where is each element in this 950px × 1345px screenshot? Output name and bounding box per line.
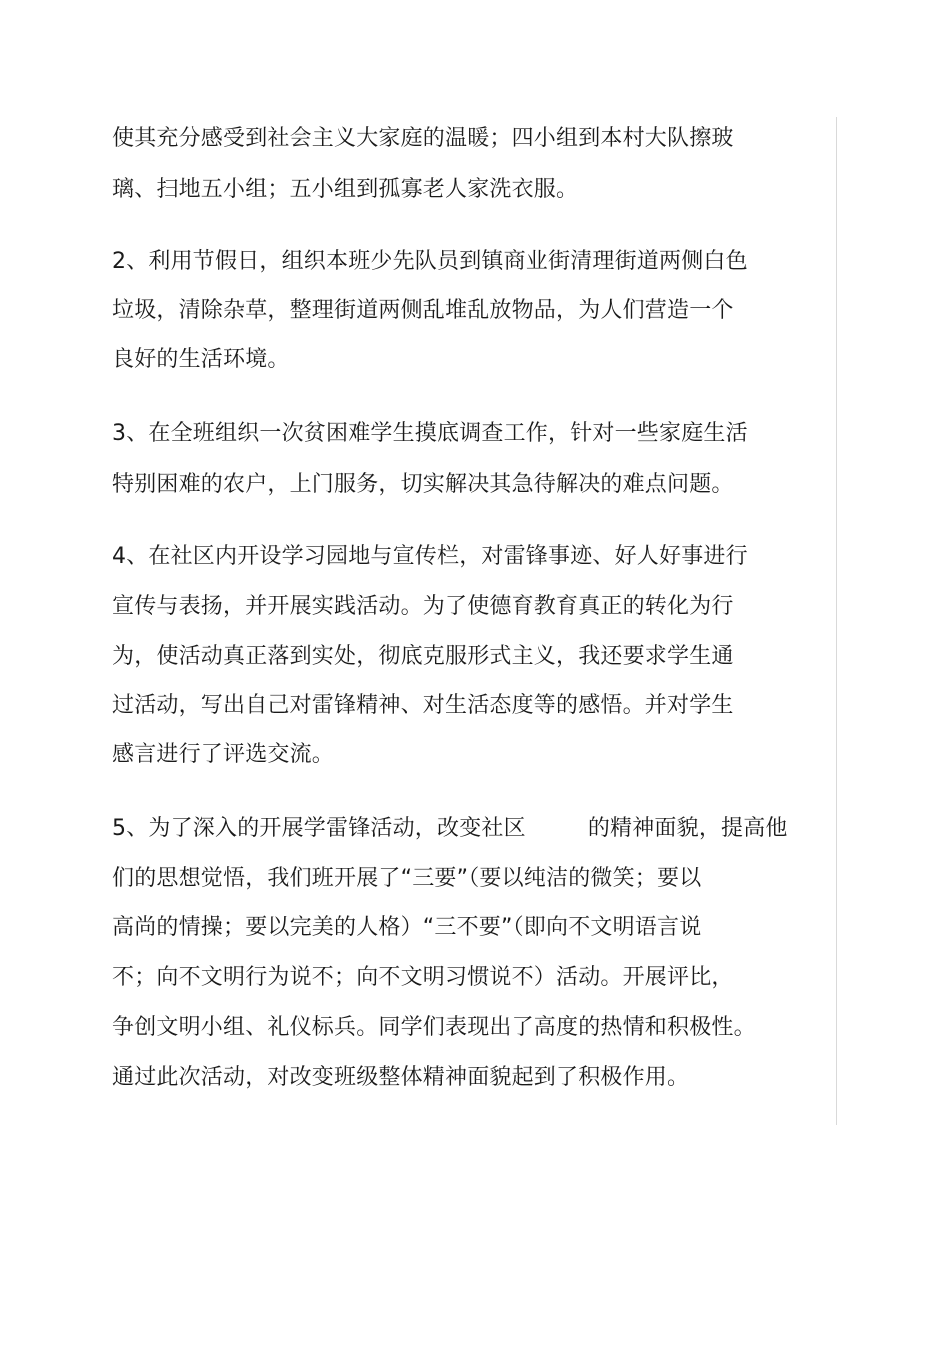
paragraph-4-line-5: 感言进行了评选交流。 [112, 742, 335, 767]
paragraph-5-line-6: 通过此次活动，对改变班级整体精神面貌起到了积极作用。 [112, 1065, 690, 1090]
paragraph-4-line-2: 宣传与表扬，并开展实践活动。为了使德育教育真正的转化为行 [112, 594, 734, 619]
paragraph-5-line-5: 争创文明小组、礼仪标兵。同学们表现出了高度的热情和积极性。 [112, 1015, 756, 1040]
paragraph-2-line-1: 2、利用节假日，组织本班少先队员到镇商业街清理街道两侧白色 [112, 249, 748, 274]
paragraph-5-line-2: 们的思想觉悟，我们班开展了“三要”（要以纯洁的微笑；要以 [112, 866, 702, 891]
paragraph-2-line-2: 垃圾，清除杂草，整理街道两侧乱堆乱放物品，为人们营造一个 [112, 298, 734, 323]
paragraph-5-line-1-part-1: 5、为了深入的开展学雷锋活动，改变社区 [112, 816, 526, 841]
paragraph-1-line-1: 使其充分感受到社会主义大家庭的温暖；四小组到本村大队擦玻 [112, 126, 734, 151]
paragraph-4-line-3: 为，使活动真正落到实处，彻底克服形式主义，我还要求学生通 [112, 644, 734, 669]
paragraph-4-line-4: 过活动，写出自己对雷锋精神、对生活态度等的感悟。并对学生 [112, 693, 734, 718]
page-right-rule [836, 117, 837, 1125]
paragraph-1-line-2: 璃、扫地五小组；五小组到孤寡老人家洗衣服。 [112, 177, 579, 202]
paragraph-4-line-1: 4、在社区内开设学习园地与宣传栏，对雷锋事迹、好人好事进行 [112, 544, 748, 569]
paragraph-5-line-3: 高尚的情操；要以完美的人格）“三不要”（即向不文明语言说 [112, 915, 702, 940]
paragraph-5-line-1 [112, 814, 788, 844]
paragraph-3-line-1: 3、在全班组织一次贫困难学生摸底调查工作，针对一些家庭生活 [112, 421, 748, 446]
paragraph-5-line-1-part-2: 的精神面貌，提高他 [587, 816, 788, 841]
paragraph-3-line-2: 特别困难的农户，上门服务，切实解决其急待解决的难点问题。 [112, 472, 734, 497]
paragraph-5-line-4: 不；向不文明行为说不；向不文明习惯说不）活动。开展评比， [112, 965, 734, 990]
paragraph-2-line-3: 良好的生活环境。 [112, 347, 290, 372]
